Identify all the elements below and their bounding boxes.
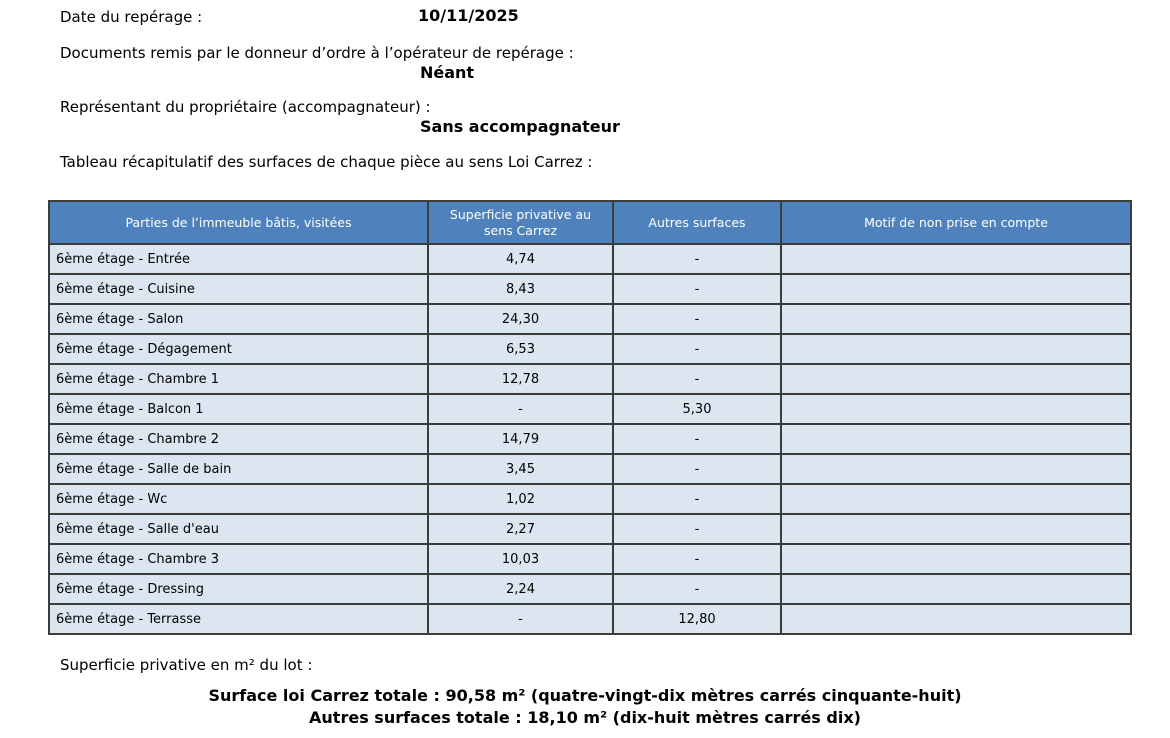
header-motif: Motif de non prise en compte	[781, 201, 1131, 244]
cell-superficie-carrez: 12,78	[428, 364, 613, 394]
cell-superficie-carrez: 2,27	[428, 514, 613, 544]
cell-piece: 6ème étage - Dégagement	[49, 334, 428, 364]
table-header-row	[49, 201, 1131, 244]
cell-motif	[781, 274, 1131, 304]
cell-piece: 6ème étage - Balcon 1	[49, 394, 428, 424]
table-row	[49, 364, 1131, 394]
cell-superficie-carrez: 6,53	[428, 334, 613, 364]
surface-table-body	[49, 244, 1131, 634]
cell-autres-surfaces: -	[613, 544, 781, 574]
cell-motif	[781, 514, 1131, 544]
table-row	[49, 574, 1131, 604]
cell-autres-surfaces: -	[613, 514, 781, 544]
cell-piece: 6ème étage - Chambre 2	[49, 424, 428, 454]
table-row	[49, 274, 1131, 304]
cell-superficie-carrez: 8,43	[428, 274, 613, 304]
table-row	[49, 244, 1131, 274]
cell-piece: 6ème étage - Dressing	[49, 574, 428, 604]
cell-superficie-carrez: 4,74	[428, 244, 613, 274]
table-row	[49, 304, 1131, 334]
cell-piece: 6ème étage - Chambre 1	[49, 364, 428, 394]
cell-motif	[781, 604, 1131, 634]
table-row	[49, 454, 1131, 484]
table-row	[49, 514, 1131, 544]
surface-table-container	[48, 200, 1130, 635]
cell-piece: 6ème étage - Salle d'eau	[49, 514, 428, 544]
cell-motif	[781, 364, 1131, 394]
cell-motif	[781, 394, 1131, 424]
table-intro-text: Tableau récapitulatif des surfaces de chaque pièce au sens Loi Carrez :	[60, 153, 593, 171]
cell-superficie-carrez: -	[428, 604, 613, 634]
cell-piece: 6ème étage - Salle de bain	[49, 454, 428, 484]
cell-piece: 6ème étage - Entrée	[49, 244, 428, 274]
cell-autres-surfaces: -	[613, 304, 781, 334]
cell-piece: 6ème étage - Terrasse	[49, 604, 428, 634]
cell-motif	[781, 334, 1131, 364]
table-row	[49, 484, 1131, 514]
cell-superficie-carrez: 10,03	[428, 544, 613, 574]
cell-superficie-carrez: -	[428, 394, 613, 424]
cell-superficie-carrez: 24,30	[428, 304, 613, 334]
cell-autres-surfaces: -	[613, 454, 781, 484]
cell-autres-surfaces: 12,80	[613, 604, 781, 634]
cell-superficie-carrez: 1,02	[428, 484, 613, 514]
representant-label: Représentant du propriétaire (accompagnateur) :	[60, 98, 431, 116]
autres-total-text: Autres surfaces totale : 18,10 m² (dix-huit mètres carrés dix)	[309, 708, 861, 727]
cell-motif	[781, 304, 1131, 334]
cell-piece: 6ème étage - Chambre 3	[49, 544, 428, 574]
cell-superficie-carrez: 14,79	[428, 424, 613, 454]
cell-superficie-carrez: 2,24	[428, 574, 613, 604]
table-row	[49, 394, 1131, 424]
cell-motif	[781, 424, 1131, 454]
cell-motif	[781, 454, 1131, 484]
cell-superficie-carrez: 3,45	[428, 454, 613, 484]
surface-table	[48, 200, 1132, 635]
representant-value: Sans accompagnateur	[420, 117, 620, 136]
cell-piece: 6ème étage - Salon	[49, 304, 428, 334]
header-superficie-carrez: Superficie privative au sens Carrez	[428, 201, 613, 244]
documents-remis-value: Néant	[420, 63, 475, 82]
table-row	[49, 424, 1131, 454]
cell-autres-surfaces: -	[613, 364, 781, 394]
table-row	[49, 544, 1131, 574]
cell-piece: 6ème étage - Cuisine	[49, 274, 428, 304]
cell-autres-surfaces: -	[613, 274, 781, 304]
header-parties: Parties de l’immeuble bâtis, visitées	[49, 201, 428, 244]
cell-motif	[781, 574, 1131, 604]
cell-autres-surfaces: -	[613, 574, 781, 604]
table-row	[49, 604, 1131, 634]
date-reperage-label: Date du repérage :	[60, 8, 203, 26]
table-row	[49, 334, 1131, 364]
cell-autres-surfaces: -	[613, 244, 781, 274]
header-autres-surfaces: Autres surfaces	[613, 201, 781, 244]
cell-motif	[781, 244, 1131, 274]
carrez-total-text: Surface loi Carrez totale : 90,58 m² (quatre-vingt-dix mètres carrés cinquante-huit)	[208, 686, 962, 705]
documents-remis-label: Documents remis par le donneur d’ordre à l’opérateur de repérage :	[60, 44, 574, 62]
cell-autres-surfaces: -	[613, 424, 781, 454]
cell-motif	[781, 484, 1131, 514]
cell-piece: 6ème étage - Wc	[49, 484, 428, 514]
cell-motif	[781, 544, 1131, 574]
summary-intro-text: Superficie privative en m² du lot :	[60, 656, 313, 674]
cell-autres-surfaces: -	[613, 484, 781, 514]
date-reperage-value: 10/11/2025	[418, 6, 519, 25]
cell-autres-surfaces: -	[613, 334, 781, 364]
cell-autres-surfaces: 5,30	[613, 394, 781, 424]
